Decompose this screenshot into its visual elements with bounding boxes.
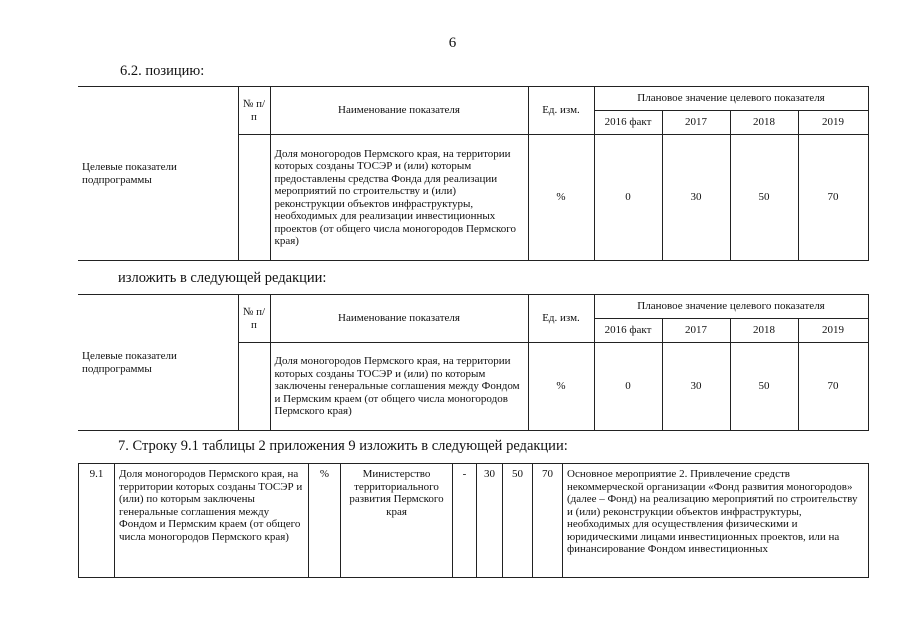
indicator-name: Доля моногородов Пермского края, на территории которых созданы ТОСЭР и (или) которым предоставлены средства Фонда для реализации мероприятий по строительству и (или) реконструкции объектов инфраструктуры, необходимых для реализации инвестиционных проектов (от общего числа моногородов Пермского края) xyxy=(270,135,528,261)
page-number: 6 xyxy=(448,35,457,51)
value-cell: 50 xyxy=(730,135,798,261)
indicator-name: Доля моногородов Пермского края, на территории которых созданы ТОСЭР и (или) по которым заключены генеральные соглашения между Фондом и Пермским краем (от общего числа моногородов Пермского края) xyxy=(115,464,309,578)
side-label: Целевые показатели подпрограммы xyxy=(78,295,238,431)
indicator-name: Доля моногородов Пермского края, на территории которых созданы ТОСЭР и (или) по которым заключены генеральные соглашения между Фондом и Пермским краем (от общего числа моногородов Пермского края) xyxy=(270,343,528,431)
num-cell xyxy=(238,343,270,431)
year-header: 2018 xyxy=(730,319,798,343)
year-header: 2016 факт xyxy=(594,111,662,135)
value-cell: 50 xyxy=(503,464,533,578)
value-cell: 30 xyxy=(662,135,730,261)
value-cell: 30 xyxy=(477,464,503,578)
side-label: Целевые показатели подпрограммы xyxy=(78,87,238,261)
indicator-table-old xyxy=(78,86,869,261)
plan-header: Плановое значение целевого показателя xyxy=(594,87,868,111)
value-cell: 0 xyxy=(594,343,662,431)
unit-header: Ед. изм. xyxy=(528,87,594,135)
section-6-2-heading: 6.2. позицию: xyxy=(120,63,205,79)
value-cell: 70 xyxy=(798,135,868,261)
unit-cell: % xyxy=(309,464,341,578)
plan-header: Плановое значение целевого показателя xyxy=(594,295,868,319)
year-header: 2019 xyxy=(798,319,868,343)
value-cell: - xyxy=(453,464,477,578)
unit-header: Ед. изм. xyxy=(528,295,594,343)
new-edition-heading: изложить в следующей редакции: xyxy=(118,270,327,286)
value-cell: 0 xyxy=(594,135,662,261)
row-9-1-table xyxy=(78,463,869,578)
num-header: № п/п xyxy=(238,295,270,343)
year-header: 2019 xyxy=(798,111,868,135)
value-cell: 30 xyxy=(662,343,730,431)
row-number: 9.1 xyxy=(79,464,115,578)
responsible-cell: Министерство территориального развития Пермского края xyxy=(341,464,453,578)
section-7-heading: 7. Строку 9.1 таблицы 2 приложения 9 изложить в следующей редакции: xyxy=(118,438,568,454)
year-header: 2018 xyxy=(730,111,798,135)
year-header: 2017 xyxy=(662,319,730,343)
unit-cell: % xyxy=(528,343,594,431)
name-header: Наименование показателя xyxy=(270,295,528,343)
unit-cell: % xyxy=(528,135,594,261)
value-cell: 50 xyxy=(730,343,798,431)
indicator-table-new xyxy=(78,294,869,431)
activity-cell: Основное мероприятие 2. Привлечение средств некоммерческой организации «Фонд развития моногородов» (далее – Фонд) на реализацию мероприятий по строительству и (или) реконструкции объектов инфраструктуры, необходимых для осуществления физическими и юридическими лицами инвестиционных проектов, или на финансирование Фондом инвестиционных xyxy=(563,464,869,578)
num-cell xyxy=(238,135,270,261)
name-header: Наименование показателя xyxy=(270,87,528,135)
value-cell: 70 xyxy=(533,464,563,578)
year-header: 2017 xyxy=(662,111,730,135)
num-header: № п/п xyxy=(238,87,270,135)
value-cell: 70 xyxy=(798,343,868,431)
year-header: 2016 факт xyxy=(594,319,662,343)
